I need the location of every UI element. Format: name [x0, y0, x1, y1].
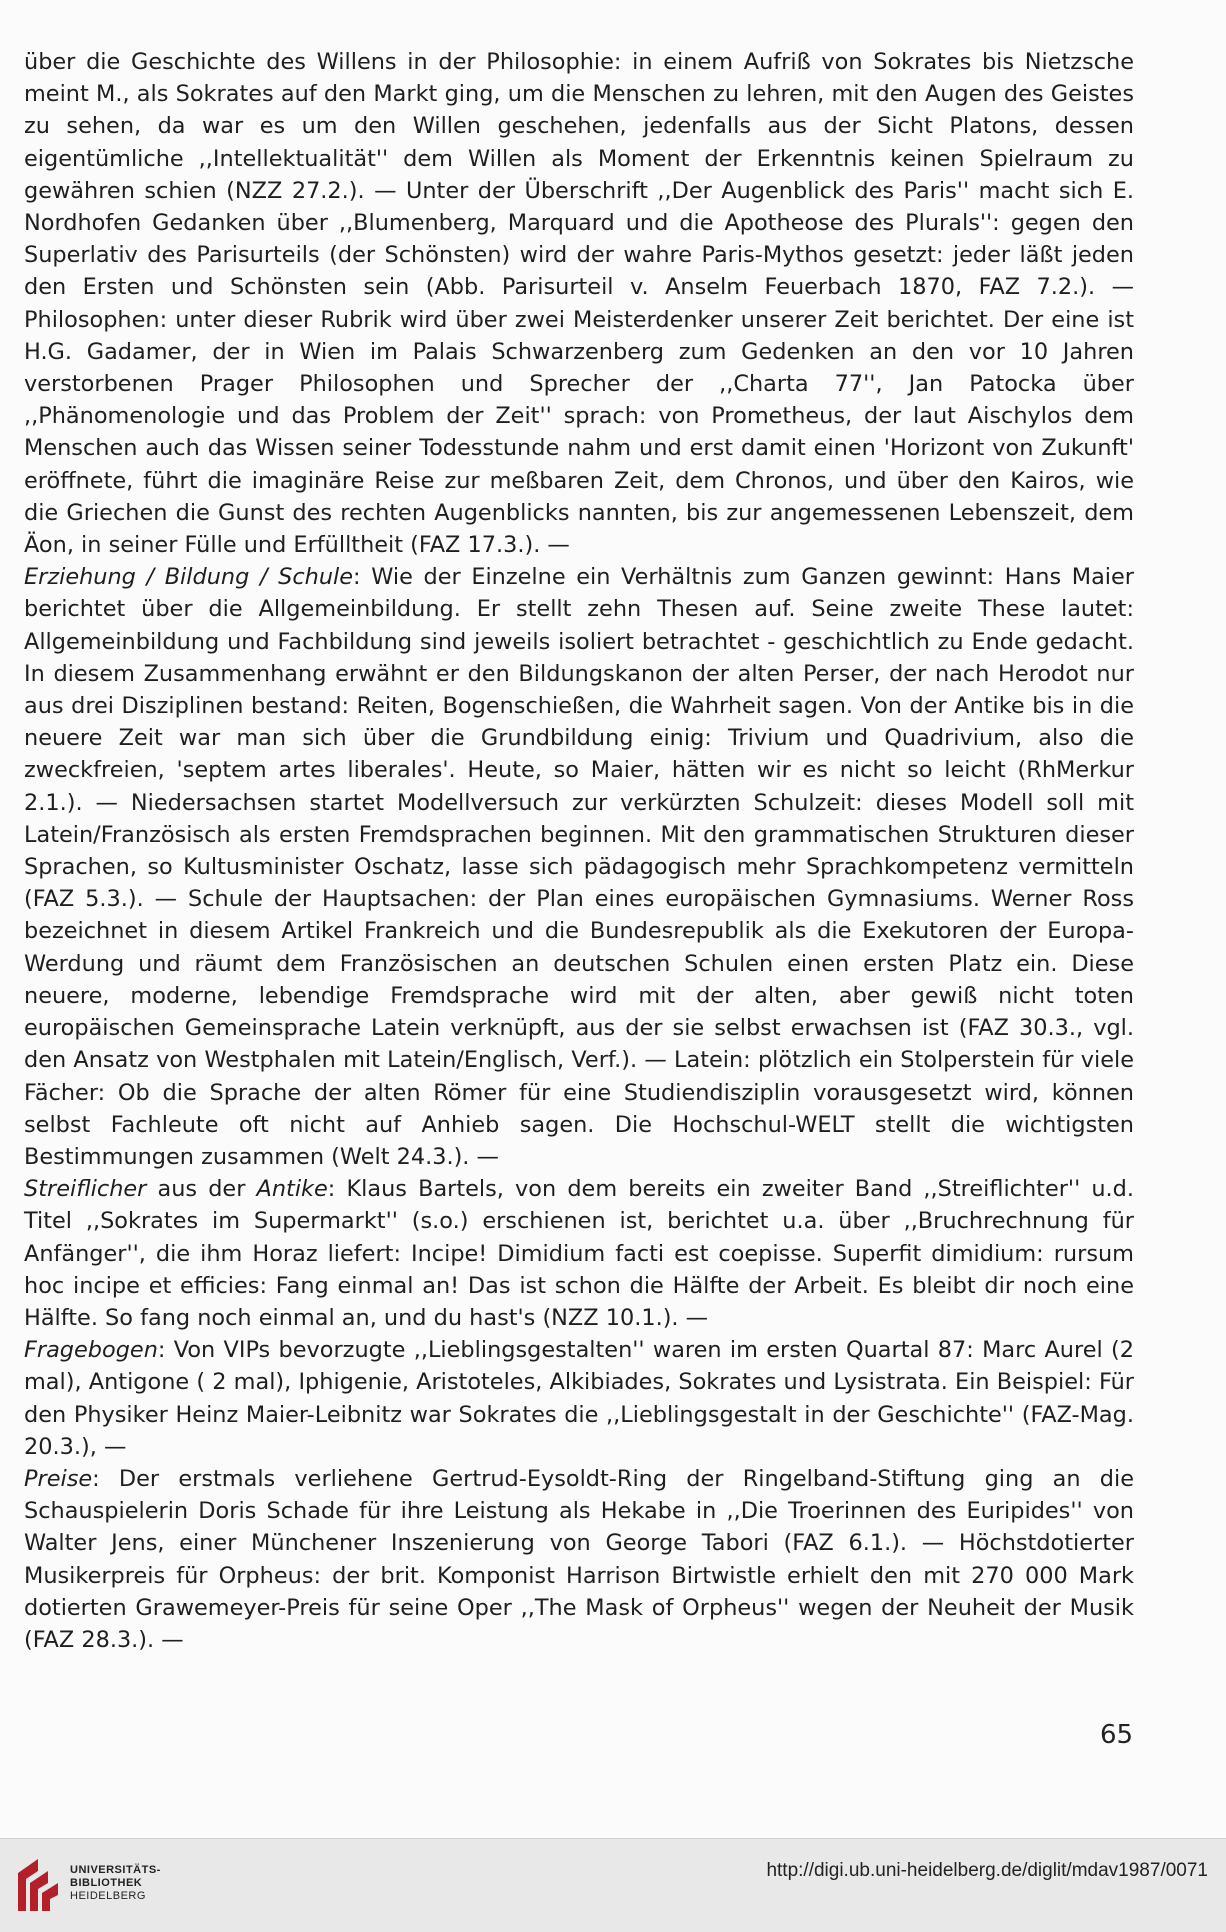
page-number: 65: [1100, 1720, 1134, 1750]
paragraph-erziehung: [24, 561, 1134, 1173]
section-lead-streiflichter: Streiflicher: [24, 1176, 147, 1203]
library-footer: [0, 1838, 1226, 1932]
section-lead-antike: Antike: [256, 1176, 328, 1203]
library-name: [70, 1864, 161, 1903]
article-body: [24, 46, 1134, 1656]
paragraph-text: : Klaus Bartels, von dem bereits ein zweiter Band ,,Streiflichter'' u.d. Titel ,,Sokrates im Supermarkt'' (s.o.) erschienen ist, berichtet u.a. über ,,Bruchrechnung für Anfänger'', die ihm Horaz liefert: Incipe! Dimidium facti est coepisse. Superfit dimidium: rursum hoc incipe et efficies: Fang einmal an! Das ist schon die Hälfte der Arbeit. Es bleibt dir noch eine Hälfte. So fang noch einmal an, und du hast's (NZZ 10.1.). —: [24, 1176, 1135, 1331]
library-logo-icon: [14, 1855, 62, 1915]
section-lead-erziehung: Erziehung / Bildung / Schule: [24, 564, 354, 591]
library-name-line1: UNIVERSITÄTS-: [70, 1864, 161, 1876]
paragraph-streiflichter: [24, 1173, 1134, 1334]
library-name-line3: HEIDELBERG: [70, 1890, 146, 1902]
paragraph-preise: [24, 1463, 1134, 1656]
paragraph-connector: aus der: [146, 1176, 257, 1203]
paragraph-philosophie: [24, 46, 1134, 561]
paragraph-text: über die Geschichte des Willens in der Philosophie: in einem Aufriß von Sokrates bis Nietzsche meint M., als Sokrates auf den Markt ging, um die Menschen zu lehren, mit den Augen des Geistes zu sehen, da war es um den Willen geschehen, jedenfalls aus der Sicht Platons, dessen eigentümliche ,,Intellektualität'' dem Willen als Moment der Erkenntnis keinen Spielraum zu gewähren schien (NZZ 27.2.). — Unter der Überschrift ,,Der Augenblick des Paris'' macht sich E. Nordhofen Gedanken über ,,Blumenberg, Marquard und die Apotheose des Plurals'': gegen den Superlativ des Parisurteils (der Schönsten) wird der wahre Paris-Mythos gesetzt: jeder läßt jeden den Ersten und Schönsten sein (Abb. Parisurteil v. Anselm Feuerbach 1870, FAZ 7.2.). — Philosophen: unter dieser Rubrik wird über zwei Meisterdenker unserer Zeit berichtet. Der eine ist H.G. Gadamer, der in Wien im Palais Schwarzenberg zum Gedenken an den vor 10 Jahren verstorbenen Prager Philosophen und Sprecher der ,,Charta 77'', Jan Patocka über ,,Phänomenologie und das Problem der Zeit'' sprach: von Prometheus, der laut Aischylos dem Menschen auch das Wissen seiner Todesstunde nahm und erst damit einen 'Horizont von Zukunft' eröffnete, führt die imaginäre Reise zur meßbaren Zeit, dem Chronos, und über den Kairos, wie die Griechen die Gunst des rechten Augenblicks nannten, bis zur angemessenen Lebenszeit, dem Äon, in seiner Fülle und Erfülltheit (FAZ 17.3.). —: [24, 49, 1134, 559]
source-url-link[interactable]: http://digi.ub.uni-heidelberg.de/diglit/mdav1987/0071: [766, 1860, 1208, 1881]
section-lead-fragebogen: Fragebogen: [24, 1337, 158, 1364]
section-lead-preise: Preise: [24, 1465, 93, 1492]
paragraph-text: : Wie der Einzelne ein Verhältnis zum Ganzen gewinnt: Hans Maier berichtet über die Allgemeinbildung. Er stellt zehn Thesen auf. Seine zweite These lautet: Allgemeinbildung und Fachbildung sind jeweils isoliert betrachtet - geschichtlich zu Ende gedacht. In diesem Zusammenhang erwähnt er den Bildungskanon der alten Perser, der nach Herodot nur aus drei Disziplinen bestand: Reiten, Bogenschießen, die Wahrheit sagen. Von der Antike bis in die neuere Zeit war man sich über die Grundbildung einig: Trivium und Quadrivium, also die zweckfreien, 'septem artes liberales'. Heute, so Maier, hätten wir es nicht so leicht (RhMerkur 2.1.). — Niedersachsen startet Modellversuch zur verkürzten Schulzeit: dieses Modell soll mit Latein/Französisch als ersten Fremdsprachen beginnen. Mit den grammatischen Strukturen dieser Sprachen, so Kultusminister Oschatz, lasse sich pädagogisch mehr Sprachkompetenz vermitteln (FAZ 5.3.). — Schule der Hauptsachen: der Plan eines europäischen Gymnasiums. Werner Ross bezeichnet in diesem Artikel Frankreich und die Bundesrepublik als die Exekutoren der Europa-Werdung und räumt dem Französischen an deutschen Schulen einen ersten Platz ein. Diese neuere, moderne, lebendige Fremdsprache wird mit der alten, aber gewiß nicht toten europäischen Gemeinsprache Latein verknüpft, aus der sie selbst erwachsen ist (FAZ 30.3., vgl. den Ansatz von Westphalen mit Latein/Englisch, Verf.). — Latein: plötzlich ein Stolperstein für viele Fächer: Ob die Sprache der alten Römer für eine Studiendisziplin vorausgesetzt wird, können selbst Fachleute oft nicht auf Anhieb sagen. Die Hochschul-WELT stellt die wichtigsten Bestimmungen zusammen (Welt 24.3.). —: [24, 564, 1134, 1170]
paragraph-text: : Von VIPs bevorzugte ,,Lieblingsgestalten'' waren im ersten Quartal 87: Marc Aurel (2 mal), Antigone ( 2 mal), Iphigenie, Aristoteles, Alkibiades, Sokrates und Lysistrata. Ein Beispiel: Für den Physiker Heinz Maier-Leibnitz war Sokrates die ,,Lieblingsgestalt in der Geschichte'' (FAZ-Mag. 20.3.), —: [24, 1337, 1134, 1460]
paragraph-text: : Der erstmals verliehene Gertrud-Eysoldt-Ring der Ringelband-Stiftung ging an die Schauspielerin Doris Schade für ihre Leistung als Hekabe in ,,Die Troerinnen des Euripides'' von Walter Jens, einer Münchener Inszenierung von George Tabori (FAZ 6.1.). — Höchstdotierter Musikerpreis für Orpheus: der brit. Komponist Harrison Birtwistle erhielt den mit 270 000 Mark dotierten Grawemeyer-Preis für seine Oper ,,The Mask of Orpheus'' wegen der Neuheit der Musik (FAZ 28.3.). —: [24, 1465, 1134, 1653]
paragraph-fragebogen: [24, 1334, 1134, 1463]
library-name-line2: BIBLIOTHEK: [70, 1877, 143, 1889]
